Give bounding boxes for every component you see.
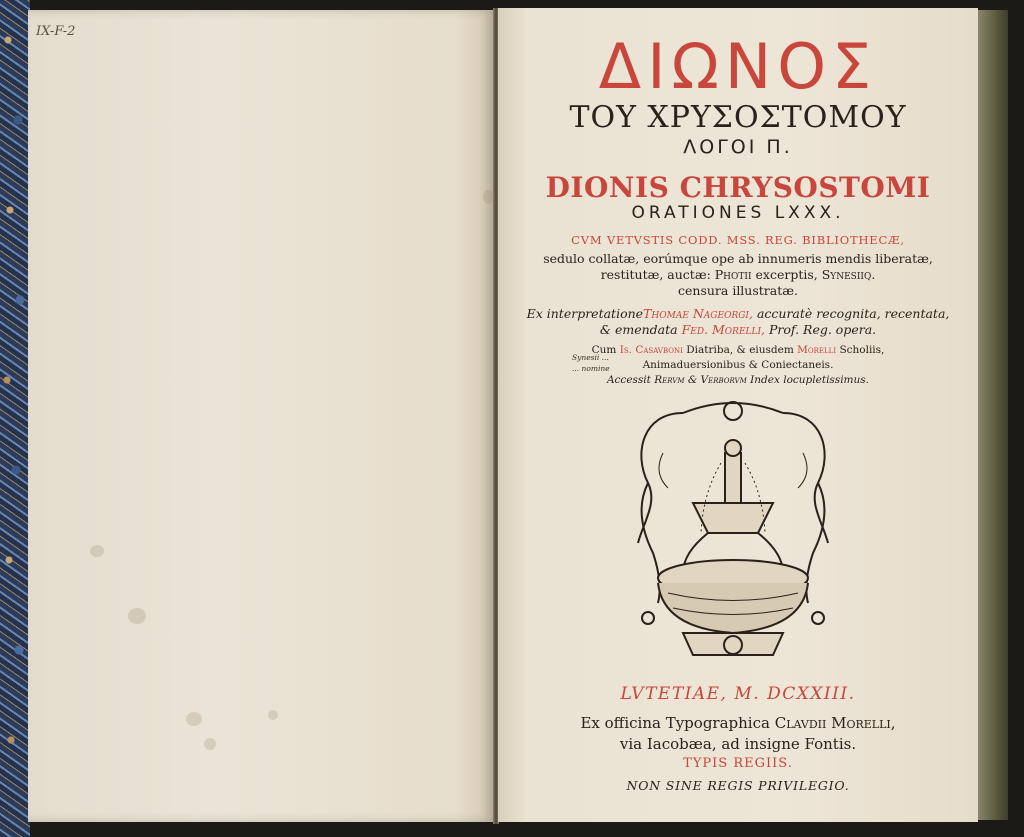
cum-vetustis-line: CVM VETVSTIS CODD. MSS. REG. BIBLIOTHECÆ, [571,233,905,247]
verborum-text: Verborvm [700,374,747,386]
typis-regiis: TYPIS REGIIS. [683,756,793,771]
shelfmark: IX-F-2 [36,24,76,39]
accurate-text: accuratè recognita, recentata, [756,306,950,321]
claudii-morelli-name: Clavdii Morelli, [774,714,896,732]
fore-edge [978,10,1008,820]
office-line [498,714,978,732]
index-line [498,374,978,386]
handwritten-note-2: ... nomine [572,364,610,373]
morelli-name: Morelli [797,344,837,356]
accessit-text: Accessit [606,374,651,386]
restitutae-text: restitutæ, auctæ: [600,267,711,282]
office-text: Ex officina Typographica [580,714,770,732]
title-page [498,8,978,822]
left-flyleaf [28,10,495,822]
orationes-line: ORATIONES LXXX. [631,203,845,223]
prof-reg-text: Prof. Reg. opera. [769,322,877,337]
emendata-line [498,322,978,337]
et-text: & [687,374,698,386]
scholiis-text: Scholiis, [839,344,885,356]
animadversionibus-line: Animaduersionibus & Coniectaneis. [642,359,834,371]
casauboni-name: Is. Casavboni [619,344,683,356]
ex-interpretatione: Ex interpretatione [526,306,644,321]
et-emendata: & emendata [599,322,678,337]
sedulo-line: sedulo collatæ, eorúmque ope ab innumeris mendis liberatæ, [543,251,933,266]
synesii-name: Synesiiq. [821,267,876,282]
interpretation-line [498,306,978,321]
place-date: LVTETIAE, M. DCXXIII. [620,684,856,704]
marbled-board [0,0,30,837]
excerptis-text: excerptis, [755,267,818,282]
restitutae-line [498,267,978,282]
rerum-text: Rervm [654,374,685,386]
privilege-line: NON SINE REGIS PRIVILEGIO. [626,778,850,793]
cum-text: Cum [591,344,617,356]
casauboni-line [498,344,978,356]
greek-logoi: ΛΟΓΟΙ Π. [683,136,793,158]
diatriba-text: Diatriba, & eiusdem [686,344,794,356]
nageorgi-name: Thomae Nageorgi, [643,306,753,321]
index-text: Index locupletissimus. [750,374,870,386]
photii-name: Photii [714,267,752,282]
handwritten-note-1: Synesii ... [572,353,609,362]
greek-title: ΔΙΩΝΟΣ [598,30,878,103]
fountain-device-illustration [623,393,843,678]
greek-subtitle: ΤΟΥ ΧΡΥΣΟΣΤΟΜΟΥ [569,100,907,135]
censura-line: censura illustratæ. [678,283,798,298]
via-line: via Iacobæa, ad insigne Fontis. [619,735,857,753]
latin-title: DIONIS CHRYSOSTOMI [545,171,931,204]
fed-morelli-name: Fed. Morelli, [681,322,766,337]
